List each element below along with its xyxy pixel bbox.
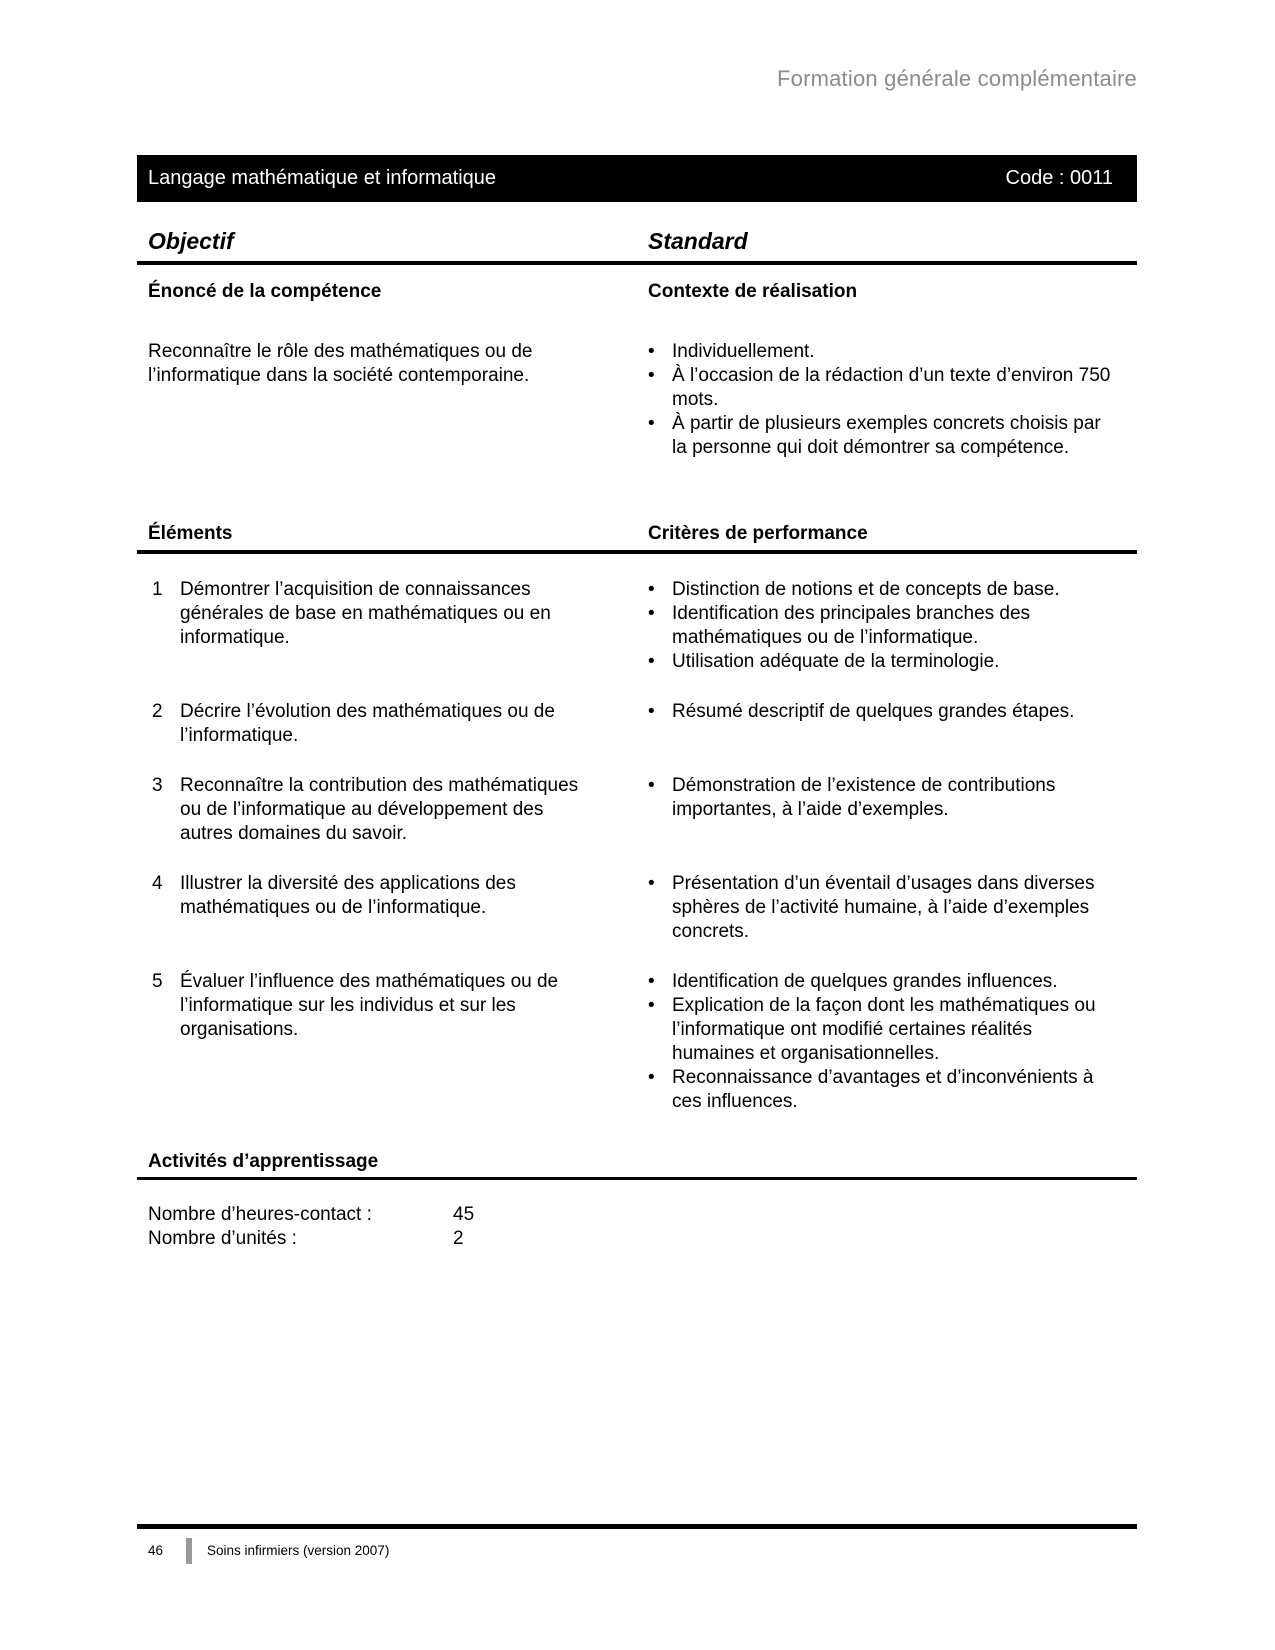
bullet-text: Démonstration de l’existence de contributions importantes, à l’aide d’exemples. xyxy=(672,775,1056,820)
element-text: Décrire l’évolution des mathématiques ou de l’informatique. xyxy=(180,701,555,746)
bullet-item xyxy=(648,994,1137,1066)
bullet-icon xyxy=(648,364,672,412)
bullet-icon xyxy=(648,872,672,944)
bullet-item xyxy=(648,700,1137,724)
course-title: Langage mathématique et informatique xyxy=(148,167,497,189)
elements-rows xyxy=(137,578,1137,1114)
standard-header: Standard xyxy=(648,228,748,254)
column-headers xyxy=(137,227,1137,265)
contexte-heading: Contexte de réalisation xyxy=(648,281,858,302)
bullet-item xyxy=(648,774,1137,822)
element-item xyxy=(137,700,648,748)
element-text: Illustrer la diversité des applications des mathématiques ou de l’informatique. xyxy=(180,873,516,918)
bullet-item xyxy=(648,970,1137,994)
activity-field-label: Nombre d’unités : xyxy=(148,1228,297,1249)
bullet-icon xyxy=(648,700,672,724)
element-row xyxy=(137,872,1137,944)
footer-rule xyxy=(137,1524,1137,1529)
bullet-text: À l’occasion de la rédaction d’un texte d’environ 750 mots. xyxy=(672,365,1111,410)
element-item xyxy=(137,774,648,846)
bullet-text: Résumé descriptif de quelques grandes étapes. xyxy=(672,701,1075,722)
bullet-text: Reconnaissance d’avantages et d’inconvénients à ces influences. xyxy=(672,1067,1094,1112)
bullet-item xyxy=(648,340,1137,364)
element-item xyxy=(137,872,648,944)
element-number: 1 xyxy=(152,579,163,600)
element-item xyxy=(137,578,648,674)
bullet-item xyxy=(648,872,1137,944)
elements-section xyxy=(137,522,1137,1140)
criteria-bullet-list xyxy=(648,872,1137,944)
bullet-item xyxy=(648,412,1137,460)
activity-field-value: 2 xyxy=(453,1228,464,1249)
bullet-icon xyxy=(648,412,672,460)
bullet-text: Distinction de notions et de concepts de base. xyxy=(672,579,1060,600)
criteres-heading: Critères de performance xyxy=(648,523,868,544)
element-row xyxy=(137,774,1137,846)
bullet-icon xyxy=(648,602,672,650)
competence-content xyxy=(137,340,1137,460)
criteria-bullet-list xyxy=(648,970,1137,1114)
bullet-item xyxy=(648,578,1137,602)
page-footer xyxy=(148,1538,389,1564)
bullet-item xyxy=(648,650,1137,674)
elements-headings xyxy=(137,522,1137,554)
course-title-bar xyxy=(137,155,1137,202)
context-bullet-list xyxy=(648,340,1137,460)
bullet-text: Identification de quelques grandes influences. xyxy=(672,971,1058,992)
bullet-item xyxy=(648,602,1137,650)
course-code: Code : 0011 xyxy=(1005,167,1113,189)
bullet-icon xyxy=(648,578,672,602)
element-row xyxy=(137,970,1137,1114)
bullet-item xyxy=(648,364,1137,412)
bullet-text: Présentation d’un éventail d’usages dans diverses sphères de l’activité humaine, à l’aide d’exemples concrets. xyxy=(672,873,1095,942)
element-row xyxy=(137,700,1137,748)
element-number: 3 xyxy=(152,775,163,796)
activities-heading: Activités d’apprentissage xyxy=(137,1150,1137,1180)
bullet-icon xyxy=(648,1066,672,1114)
bullet-icon xyxy=(648,340,672,364)
bullet-text: Individuellement. xyxy=(672,341,815,362)
objectif-header: Objectif xyxy=(148,228,234,254)
element-item xyxy=(137,970,648,1114)
criteria-bullet-list xyxy=(648,700,1137,748)
page-number: 46 xyxy=(148,1543,164,1558)
element-number: 5 xyxy=(152,971,163,992)
activity-field xyxy=(148,1227,1137,1251)
bullet-icon xyxy=(648,970,672,994)
elements-heading: Éléments xyxy=(148,523,233,544)
element-text: Évaluer l’influence des mathématiques ou de l’informatique sur les individus et sur les organisations. xyxy=(180,971,559,1040)
competence-statement: Reconnaître le rôle des mathématiques ou de l’informatique dans la société contemporaine. xyxy=(148,341,533,386)
activities-section xyxy=(137,1150,1137,1251)
enonce-heading: Énoncé de la compétence xyxy=(148,281,382,302)
criteria-bullet-list xyxy=(648,578,1137,674)
bullet-text: À partir de plusieurs exemples concrets choisis par la personne qui doit démontrer sa compétence. xyxy=(672,413,1101,458)
bullet-icon xyxy=(648,650,672,674)
bullet-text: Identification des principales branches des mathématiques ou de l’informatique. xyxy=(672,603,1031,648)
footer-text: Soins infirmiers (version 2007) xyxy=(207,1543,390,1558)
bullet-icon xyxy=(648,774,672,822)
element-number: 2 xyxy=(152,701,163,722)
running-header: Formation générale complémentaire xyxy=(777,66,1137,91)
competence-headings xyxy=(137,280,1137,304)
criteria-bullet-list xyxy=(648,774,1137,846)
element-row xyxy=(137,578,1137,674)
element-text: Reconnaître la contribution des mathématiques ou de l’informatique au développement des autres domaines du savoir. xyxy=(180,775,579,844)
competence-section xyxy=(137,280,1137,460)
bullet-text: Explication de la façon dont les mathématiques ou l’informatique ont modifié certaines réalités humaines et organisationnelles. xyxy=(672,995,1096,1064)
activities-fields xyxy=(137,1203,1137,1251)
bullet-item xyxy=(648,1066,1137,1114)
element-text: Démontrer l’acquisition de connaissances générales de base en mathématiques ou en informatique. xyxy=(180,579,551,648)
activity-field xyxy=(148,1203,1137,1227)
activity-field-label: Nombre d’heures-contact : xyxy=(148,1204,372,1225)
element-number: 4 xyxy=(152,873,163,894)
activity-field-value: 45 xyxy=(453,1204,475,1225)
bullet-icon xyxy=(648,994,672,1066)
footer-divider-bar xyxy=(186,1538,192,1564)
bullet-text: Utilisation adéquate de la terminologie. xyxy=(672,651,1000,672)
